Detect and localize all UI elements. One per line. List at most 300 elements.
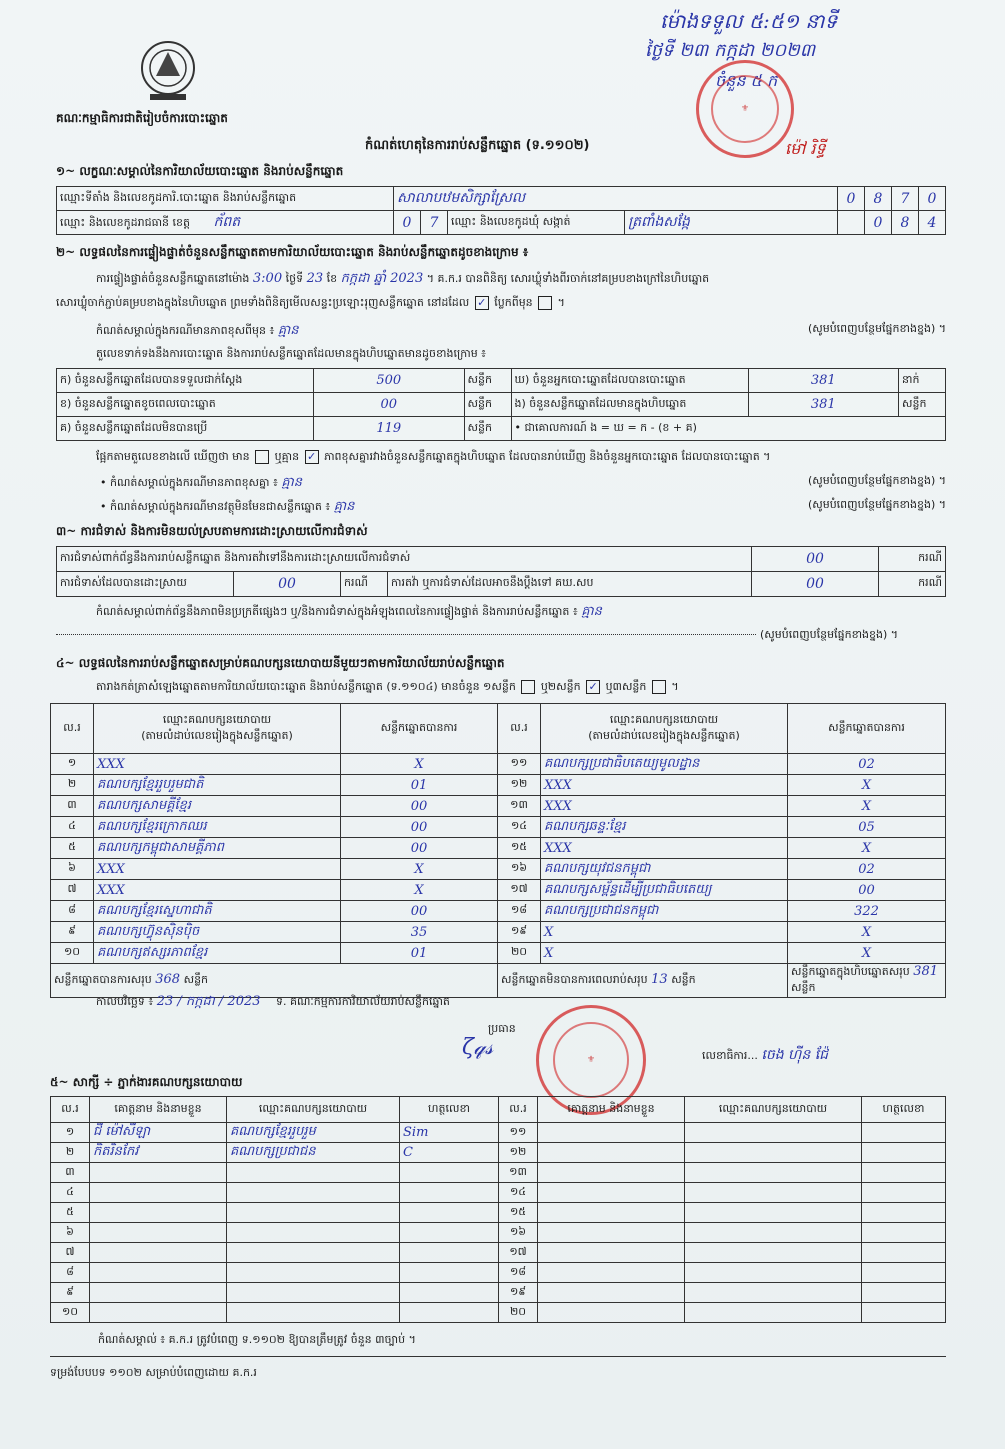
party-no: ១៨ bbox=[498, 901, 541, 922]
s1-commune-code-2: 8 bbox=[892, 211, 919, 235]
witness-no: ៩ bbox=[51, 1283, 90, 1303]
s2-b-value: 00 bbox=[314, 393, 465, 417]
witness-signature bbox=[862, 1183, 946, 1203]
party-votes: X bbox=[341, 859, 498, 880]
witness-row bbox=[51, 1183, 946, 1203]
witness-signature bbox=[862, 1243, 946, 1263]
s4-secretary-name: ចេង ហ៊ីន ជ៉ែ bbox=[761, 1047, 829, 1063]
s2-bullet2-value: គ្មាន bbox=[333, 499, 355, 514]
s4-secretary bbox=[702, 1045, 828, 1066]
witness-party bbox=[227, 1203, 400, 1223]
party-result-row bbox=[51, 754, 946, 775]
s3-row2-label-b: ការតវ៉ា ឬការជំទាស់ដែលអាចនឹងប្តឹងទៅ គឃ.សប bbox=[388, 572, 752, 597]
party-name: គណបក្សសាមគ្គីខ្មែរ bbox=[94, 796, 341, 817]
s4-col-party-left-title: ឈ្មោះគណបក្សនយោបាយ bbox=[162, 712, 272, 726]
s4-total-box-value: 381 bbox=[913, 964, 939, 979]
s4-results-table bbox=[50, 703, 946, 998]
party-votes: 00 bbox=[341, 796, 498, 817]
witness-no: ៥ bbox=[51, 1203, 90, 1223]
s2-d-unit: នាក់ bbox=[899, 369, 946, 393]
witness-no: ១៤ bbox=[499, 1183, 538, 1203]
chair-signature: ζ𝓆𝓈 bbox=[462, 1035, 494, 1060]
witness-party bbox=[227, 1283, 400, 1303]
s2-line1-c: ខែ bbox=[326, 272, 338, 285]
s2-line5-b: ឬគ្មាន bbox=[274, 450, 300, 463]
witness-signature bbox=[862, 1283, 946, 1303]
witness-signature bbox=[862, 1123, 946, 1143]
witness-party bbox=[685, 1163, 862, 1183]
witness-row bbox=[51, 1163, 946, 1183]
witness-party bbox=[227, 1223, 400, 1243]
s3-row1-value: 00 bbox=[752, 547, 879, 572]
s4-committee: ទ. គណៈកម្មការការិយាល័យរាប់សន្លឹកឆ្នោត bbox=[276, 995, 450, 1008]
s4-date-line bbox=[96, 993, 450, 1012]
s3-note-suffix: (សូមបំពេញបន្ថែមផ្នែកខាងខ្នង) ។ bbox=[760, 628, 899, 641]
s1-code-3: 7 bbox=[892, 187, 919, 211]
party-votes: 01 bbox=[341, 775, 498, 796]
s4-total-valid-label: សន្លឹកឆ្នោតបានការសរុប bbox=[54, 973, 152, 986]
witness-name bbox=[90, 1223, 227, 1243]
s2-bullet1-value: គ្មាន bbox=[281, 475, 302, 490]
changed-checkbox[interactable] bbox=[538, 296, 552, 310]
s1-commune-code-empty bbox=[838, 211, 865, 235]
two-sheet-checkbox[interactable]: ✓ bbox=[586, 680, 600, 694]
section4-title: ៤~ លទ្ធផលនៃការរាប់សន្លឹកឆ្នោតសម្រាប់គណបក្សនយោបាយនីមួយៗតាមការិយាល័យរាប់សន្លឹកឆ្នោត bbox=[56, 656, 505, 670]
s4-col-party-right-title: ឈ្មោះគណបក្សនយោបាយ bbox=[609, 712, 719, 726]
party-votes: 00 bbox=[788, 880, 946, 901]
one-sheet-checkbox[interactable] bbox=[521, 680, 535, 694]
witness-no: ២ bbox=[51, 1143, 90, 1163]
s2-d-value: 381 bbox=[748, 369, 899, 393]
party-no: ៦ bbox=[51, 859, 94, 880]
s2-a-label: ក) ចំនួនសន្លឹកឆ្នោតដែលបានទទួលជាក់ស្តែង bbox=[57, 369, 314, 393]
witness-row bbox=[51, 1143, 946, 1163]
s2-figures-row bbox=[57, 417, 946, 441]
witness-name bbox=[538, 1123, 685, 1143]
witness-row bbox=[51, 1283, 946, 1303]
party-votes: 00 bbox=[341, 901, 498, 922]
party-no: ១៦ bbox=[498, 859, 541, 880]
witness-row bbox=[51, 1223, 946, 1243]
s5-col-party-right: ឈ្មោះគណបក្សនយោបាយ bbox=[685, 1097, 862, 1123]
party-result-row bbox=[51, 880, 946, 901]
witness-signature bbox=[862, 1163, 946, 1183]
s2-line2-text: សោរឃ្លុំចាក់ភ្ជាប់គម្របខាងក្នុងនៃហិបឆ្នោត ព្រមទាំងពិនិត្យមើលសន្ទះប្រឡោះរុញសន្លឹកឆ្នោត នៅដដែល bbox=[56, 296, 470, 309]
witness-signature bbox=[400, 1303, 499, 1323]
s2-line3 bbox=[96, 322, 946, 341]
party-result-row bbox=[51, 775, 946, 796]
party-no: ១៣ bbox=[498, 796, 541, 817]
s1-row2-label bbox=[57, 211, 394, 235]
s2-line3-label: កំណត់សម្គាល់ក្នុងករណីមានភាពខុសពីមុន ៖ bbox=[96, 324, 275, 337]
witness-signature bbox=[400, 1263, 499, 1283]
party-name: គណបក្សខ្មែរស្នេហាជាតិ bbox=[94, 901, 341, 922]
s4-chair: ប្រធាន bbox=[488, 1022, 516, 1035]
party-result-row bbox=[51, 796, 946, 817]
s4-total-valid-value: 368 bbox=[155, 972, 181, 987]
party-name: XXX bbox=[94, 754, 341, 775]
s4-total-valid-unit: សន្លឹក bbox=[183, 973, 209, 986]
s3-table bbox=[56, 546, 946, 597]
s1-province-code-1: 0 bbox=[394, 211, 421, 235]
party-no: ១២ bbox=[498, 775, 541, 796]
party-no: ៣ bbox=[51, 796, 94, 817]
s2-line1-b: ថ្ងៃទី bbox=[285, 272, 304, 285]
witness-row bbox=[51, 1243, 946, 1263]
witness-party bbox=[227, 1303, 400, 1323]
s1-row2-value: ក័ពត bbox=[213, 214, 241, 230]
witness-no: ១៨ bbox=[499, 1263, 538, 1283]
s5-col-sign-right: ហត្ថលេខា bbox=[862, 1097, 946, 1123]
witness-no: ១០ bbox=[51, 1303, 90, 1323]
s3-note bbox=[96, 603, 946, 622]
s2-e-value: 381 bbox=[748, 393, 899, 417]
s4-total-invalid-value: 13 bbox=[651, 972, 668, 987]
s3-row2-label: ការជំទាស់ដែលបានដោះស្រាយ bbox=[57, 572, 234, 597]
party-result-row bbox=[51, 838, 946, 859]
party-name: គណបក្សឥស្សរភាពខ្មែរ bbox=[94, 943, 341, 964]
s2-time: 3:00 bbox=[252, 271, 283, 286]
witness-signature bbox=[400, 1243, 499, 1263]
party-votes: 35 bbox=[341, 922, 498, 943]
party-name: XXX bbox=[541, 796, 788, 817]
s4-col-party-right-sub: (តាមលំដាប់លេខរៀងក្នុងសន្លឹកឆ្នោត) bbox=[588, 728, 740, 742]
s1-commune-code-1: 0 bbox=[865, 211, 892, 235]
party-no: ១ bbox=[51, 754, 94, 775]
s2-b-unit: សន្លឹក bbox=[464, 393, 511, 417]
s3-row1-unit: ករណី bbox=[879, 547, 946, 572]
party-name: គណបក្សសម្ព័ន្ធដើម្បីប្រជាធិបតេយ្យ bbox=[541, 880, 788, 901]
witness-name bbox=[538, 1163, 685, 1183]
witness-name bbox=[90, 1183, 227, 1203]
s5-col-no-left: ល.រ bbox=[51, 1097, 90, 1123]
party-name: គណបក្សកម្ពុជាសាមគ្គីភាព bbox=[94, 838, 341, 859]
s2-figures-row bbox=[57, 393, 946, 417]
s2-day: 23 bbox=[306, 271, 324, 286]
witness-no: ១៩ bbox=[499, 1283, 538, 1303]
section1-title: ១~ លក្ខណៈសម្គាល់នៃការិយាល័យបោះឆ្នោត និងរាប់សន្លឹកឆ្នោត bbox=[56, 164, 344, 178]
s4-date-label: កាលបរិច្ឆេទ ៖ bbox=[96, 995, 154, 1008]
witness-party bbox=[227, 1243, 400, 1263]
emblem-icon bbox=[136, 38, 200, 104]
s3-note-line bbox=[56, 622, 756, 635]
party-votes: X bbox=[341, 880, 498, 901]
party-no: ៨ bbox=[51, 901, 94, 922]
s4-total-box-label: សន្លឹកឆ្នោតក្នុងហិបឆ្នោតសរុប bbox=[791, 965, 910, 978]
s4-subline-b: ឬ២សន្លឹក bbox=[540, 680, 581, 693]
s2-bullet2-label: • កំណត់សម្គាល់ក្នុងករណីមានវត្ថុមិនមែនជាសន្លឹកឆ្នោត ៖ bbox=[100, 500, 331, 513]
official-stamp-bottom: ⚜ bbox=[536, 1005, 646, 1115]
witness-no: ១១ bbox=[499, 1123, 538, 1143]
witness-name bbox=[538, 1223, 685, 1243]
party-no: ១១ bbox=[498, 754, 541, 775]
witness-party bbox=[685, 1263, 862, 1283]
s2-figures-table bbox=[56, 368, 946, 441]
witness-name: កិតរិនកែវ bbox=[90, 1143, 227, 1163]
witness-row bbox=[51, 1123, 946, 1143]
s2-a-unit: សន្លឹក bbox=[464, 369, 511, 393]
party-votes: X bbox=[341, 754, 498, 775]
s4-subline-c: ឬ៣សន្លឹក bbox=[605, 680, 647, 693]
witness-no: ១៧ bbox=[499, 1243, 538, 1263]
s1-row2-label-b: ឈ្មោះ និងលេខកូដឃុំ សង្កាត់ bbox=[448, 211, 625, 235]
s4-col-no-left: ល.រ bbox=[51, 704, 94, 754]
s2-d-label: ឃ) ចំនួនអ្នកបោះឆ្នោតដែលបានបោះឆ្នោត bbox=[511, 369, 748, 393]
s2-line3-value: គ្មាន bbox=[277, 323, 299, 338]
witness-no: ១៣ bbox=[499, 1163, 538, 1183]
s4-col-no-right: ល.រ bbox=[498, 704, 541, 754]
witness-name bbox=[90, 1203, 227, 1223]
witness-party bbox=[685, 1303, 862, 1323]
party-votes: 322 bbox=[788, 901, 946, 922]
witness-signature bbox=[400, 1223, 499, 1243]
s2-b-label: ខ) ចំនួនសន្លឹកឆ្នោតខូចពេលបោះឆ្នោត bbox=[57, 393, 314, 417]
party-no: ១៩ bbox=[498, 922, 541, 943]
s1-row1-value: សាលាបឋមសិក្សាស្រែល bbox=[394, 187, 838, 211]
witness-row bbox=[51, 1303, 946, 1323]
s4-col-party-left-sub: (តាមលំដាប់លេខរៀងក្នុងសន្លឹកឆ្នោត) bbox=[141, 728, 293, 742]
s1-code-2: 8 bbox=[865, 187, 892, 211]
witness-name bbox=[538, 1203, 685, 1223]
party-votes: 02 bbox=[788, 859, 946, 880]
s2-line1-a: ការផ្ទៀងផ្ទាត់ចំនួនសន្លឹកឆ្នោតនៅម៉ោង bbox=[96, 272, 250, 285]
s2-bullet1 bbox=[100, 474, 946, 493]
witness-name bbox=[90, 1303, 227, 1323]
witness-no: ៣ bbox=[51, 1163, 90, 1183]
unchanged-checkbox[interactable]: ✓ bbox=[475, 296, 489, 310]
s1-row2-value-b: ត្រពាំងសង្កែ bbox=[625, 211, 838, 235]
official-stamp-top: ⚜ bbox=[696, 60, 794, 158]
s2-bullet2-note: (សូមបំពេញបន្ថែមផ្នែកខាងខ្នង) ។ bbox=[807, 498, 946, 511]
party-no: ៩ bbox=[51, 922, 94, 943]
witness-no: ៤ bbox=[51, 1183, 90, 1203]
bottom-divider bbox=[50, 1356, 946, 1357]
witness-no: ២០ bbox=[499, 1303, 538, 1323]
s3-row1-label: ការជំទាស់ពាក់ព័ន្ធនឹងការរាប់សន្លឹកឆ្នោត និងការតវ៉ាទៅនឹងការដោះស្រាយលើការជំទាស់ bbox=[57, 547, 752, 572]
handwritten-receipt-3: ចំនួន ៥ ក bbox=[715, 71, 778, 90]
has-difference-checkbox[interactable] bbox=[255, 450, 269, 464]
s4-total-invalid-label: សន្លឹកឆ្នោតមិនបានការពេលរាប់សរុប bbox=[501, 973, 648, 986]
party-name: XXX bbox=[541, 775, 788, 796]
witness-row bbox=[51, 1203, 946, 1223]
witness-name bbox=[538, 1183, 685, 1203]
s3-note-value: គ្មាន bbox=[581, 604, 602, 619]
witness-party bbox=[685, 1243, 862, 1263]
witness-party: គណបក្សខ្មែររួបរួម bbox=[227, 1123, 400, 1143]
witness-no: ១ bbox=[51, 1123, 90, 1143]
s2-c-unit: សន្លឹក bbox=[464, 417, 511, 441]
s2-line2-opt1: ប្លែកពីមុន bbox=[494, 296, 533, 309]
form-title: កំណត់ហេតុនៃការរាប់សន្លឹកឆ្នោត (ទ.១១០២) bbox=[365, 138, 590, 153]
witness-no: ១២ bbox=[499, 1143, 538, 1163]
s4-col-party-left bbox=[94, 704, 341, 754]
witness-signature bbox=[400, 1283, 499, 1303]
party-no: ២០ bbox=[498, 943, 541, 964]
s5-table bbox=[50, 1096, 946, 1323]
witness-party bbox=[227, 1263, 400, 1283]
party-votes: X bbox=[788, 922, 946, 943]
party-votes: 05 bbox=[788, 817, 946, 838]
party-result-row bbox=[51, 817, 946, 838]
party-result-row bbox=[51, 922, 946, 943]
s5-col-name-left: គោត្តនាម និងនាមខ្លួន bbox=[90, 1097, 227, 1123]
s2-line3-note: (សូមបំពេញបន្ថែមផ្នែកខាងខ្នង) ។ bbox=[807, 322, 946, 335]
s2-formula: • ជាគោលការណ៍ ង = ឃ = ក - (ខ + គ) bbox=[511, 417, 946, 441]
s3-row2-unit: ករណី bbox=[341, 572, 388, 597]
s1-code-4: 0 bbox=[919, 187, 946, 211]
s2-c-label: គ) ចំនួនសន្លឹកឆ្នោតដែលមិនបានប្រើ bbox=[57, 417, 314, 441]
s2-line5-a: ផ្អែកតាមតួលេខខាងលើ ឃើញថា មាន bbox=[96, 450, 250, 463]
s2-line1 bbox=[96, 270, 956, 289]
witness-party bbox=[685, 1123, 862, 1143]
witness-signature: C bbox=[400, 1143, 499, 1163]
s3-row2-unit-b: ករណី bbox=[879, 572, 946, 597]
s1-code-1: 0 bbox=[838, 187, 865, 211]
s2-figures-row bbox=[57, 369, 946, 393]
witness-signature bbox=[862, 1223, 946, 1243]
party-name: គណបក្សប្រជាជនកម្ពុជា bbox=[541, 901, 788, 922]
witness-party bbox=[685, 1203, 862, 1223]
witness-name bbox=[538, 1303, 685, 1323]
s4-total-box bbox=[788, 964, 946, 998]
no-difference-checkbox[interactable]: ✓ bbox=[305, 450, 319, 464]
witness-signature bbox=[400, 1183, 499, 1203]
witness-party bbox=[685, 1283, 862, 1303]
handwritten-receipt-4: ម៉ៅ រិទ្ធី bbox=[785, 139, 826, 158]
s5-col-name-right: គោត្តនាម និងនាមខ្លួន bbox=[538, 1097, 685, 1123]
party-votes: 02 bbox=[788, 754, 946, 775]
witness-signature: Sim bbox=[400, 1123, 499, 1143]
party-name: គណបក្សខ្មែររួបរួមជាតិ bbox=[94, 775, 341, 796]
section1-table bbox=[56, 186, 946, 235]
party-votes: 00 bbox=[341, 817, 498, 838]
party-name: X bbox=[541, 922, 788, 943]
party-name: គណបក្សឆន្ទៈខ្មែរ bbox=[541, 817, 788, 838]
s5-rows bbox=[51, 1123, 946, 1323]
section2-title: ២~ លទ្ធផលនៃការផ្ទៀងផ្ទាត់ចំនួនសន្លឹកឆ្នោតតាមការិយាល័យបោះឆ្នោត និងរាប់សន្លឹកឆ្នោតដូចខាងក្រោម ៖ bbox=[56, 245, 529, 259]
witness-no: ៧ bbox=[51, 1243, 90, 1263]
witness-signature bbox=[862, 1143, 946, 1163]
s4-total-invalid bbox=[498, 964, 788, 998]
s2-line4: តួលេខទាក់ទងនឹងការបោះឆ្នោត និងការរាប់សន្លឹកឆ្នោតដែលមានក្នុងហិបឆ្នោតមានដូចខាងក្រោម ៖ bbox=[96, 347, 487, 360]
party-no: ១៥ bbox=[498, 838, 541, 859]
s4-subline: តារាងកត់ត្រាសំឡេងឆ្នោតតាមការិយាល័យបោះឆ្នោត និងរាប់សន្លឹកឆ្នោត (ទ.១១០៤) មានចំនួន ១សន្លឹក ឬ២សន្លឹក ✓ ឬ៣សន្លឹក ។ bbox=[96, 680, 679, 693]
s2-e-label: ង) ចំនួនសន្លឹកឆ្នោតដែលមានក្នុងហិបឆ្នោត bbox=[511, 393, 748, 417]
party-votes: X bbox=[788, 838, 946, 859]
witness-signature bbox=[862, 1303, 946, 1323]
s2-a-value: 500 bbox=[314, 369, 465, 393]
party-name: គណបក្សហ៊្វុនស៊ិនប៉ិច bbox=[94, 922, 341, 943]
witness-party bbox=[685, 1223, 862, 1243]
party-name: XXX bbox=[94, 859, 341, 880]
section3-title: ៣~ ការជំទាស់ និងការមិនយល់ស្របតាមការដោះស្រាយលើការជំទាស់ bbox=[56, 524, 368, 538]
witness-name bbox=[538, 1243, 685, 1263]
s4-subline-a: តារាងកត់ត្រាសំឡេងឆ្នោតតាមការិយាល័យបោះឆ្នោត និងរាប់សន្លឹកឆ្នោត (ទ.១១០៤) មានចំនួន ១សន្លឹក bbox=[96, 680, 516, 693]
witness-no: ១៥ bbox=[499, 1203, 538, 1223]
witness-row bbox=[51, 1263, 946, 1283]
s5-col-sign-left: ហត្ថលេខា bbox=[400, 1097, 499, 1123]
handwritten-receipt-2: ថ្ងៃទី ២៣ កក្កដា ២០២៣ bbox=[645, 40, 816, 61]
party-no: ១៤ bbox=[498, 817, 541, 838]
party-votes: 00 bbox=[341, 838, 498, 859]
s4-col-votes-right: សន្លឹកឆ្នោតបានការ bbox=[788, 704, 946, 754]
witness-name bbox=[538, 1283, 685, 1303]
party-votes: X bbox=[788, 775, 946, 796]
party-no: ១៧ bbox=[498, 880, 541, 901]
s3-note-label: កំណត់សម្គាល់ពាក់ព័ន្ធនឹងភាពមិនប្រក្រតីផ្សេងៗ ឬ/និងការជំទាស់ក្នុងអំឡុងពេលនៃការផ្ទៀងផ្ទាត់ និងការរាប់សន្លឹកឆ្នោត ៖ bbox=[96, 605, 578, 618]
s2-line1-d: ។ គ.ក.រ បានពិនិត្យ សោរឃ្លុំទាំងពីរចាក់នៅគម្របខាងក្រៅនៃហិបឆ្នោត bbox=[426, 272, 710, 285]
party-result-row bbox=[51, 859, 946, 880]
witness-name bbox=[90, 1263, 227, 1283]
witness-signature bbox=[400, 1203, 499, 1223]
s2-month: កក្កដា ឆ្នាំ 2023 bbox=[340, 271, 424, 286]
witness-party bbox=[227, 1183, 400, 1203]
party-name: XXX bbox=[541, 838, 788, 859]
s4-rows bbox=[51, 754, 946, 964]
witness-signature bbox=[400, 1163, 499, 1183]
party-votes: X bbox=[788, 943, 946, 964]
witness-party bbox=[685, 1143, 862, 1163]
witness-party bbox=[227, 1163, 400, 1183]
s4-col-party-right bbox=[541, 704, 788, 754]
party-name: គណបក្សខ្មែរក្រោកឈរ bbox=[94, 817, 341, 838]
party-votes: X bbox=[788, 796, 946, 817]
s2-line5-c: ភាពខុសគ្នារវាងចំនួនសន្លឹកឆ្នោតក្នុងហិបឆ្នោត ដែលបានរាប់ឃើញ និងចំនួនអ្នកបោះឆ្នោត ដែលបានបោះឆ្នោត ។ bbox=[324, 450, 771, 463]
s2-bullet2 bbox=[100, 498, 946, 517]
party-no: ៤ bbox=[51, 817, 94, 838]
s4-date-value: 23 / កក្កដា / 2023 bbox=[156, 994, 261, 1009]
witness-signature bbox=[862, 1263, 946, 1283]
s2-bullet1-note: (សូមបំពេញបន្ថែមផ្នែកខាងខ្នង) ។ bbox=[807, 474, 946, 487]
s3-row2-value-b: 00 bbox=[752, 572, 879, 597]
s2-e-unit: សន្លឹក bbox=[899, 393, 946, 417]
s5-col-party-left: ឈ្មោះគណបក្សនយោបាយ bbox=[227, 1097, 400, 1123]
witness-name bbox=[90, 1283, 227, 1303]
s3-row2-value: 00 bbox=[234, 572, 341, 597]
party-no: ២ bbox=[51, 775, 94, 796]
party-name: X bbox=[541, 943, 788, 964]
s4-secretary-label: លេខាធិការ... bbox=[702, 1049, 758, 1062]
s4-col-votes-left: សន្លឹកឆ្នោតបានការ bbox=[341, 704, 498, 754]
s2-line2: សោរឃ្លុំចាក់ភ្ជាប់គម្របខាងក្នុងនៃហិបឆ្នោត ព្រមទាំងពិនិត្យមើលសន្ទះប្រឡោះរុញសន្លឹកឆ្នោត នៅដដែល ✓ ប្លែកពីមុន ។ bbox=[56, 296, 565, 309]
party-votes: 01 bbox=[341, 943, 498, 964]
witness-party bbox=[685, 1183, 862, 1203]
witness-no: ១៦ bbox=[499, 1223, 538, 1243]
s2-line5 bbox=[96, 450, 770, 466]
witness-no: ៦ bbox=[51, 1223, 90, 1243]
party-result-row bbox=[51, 943, 946, 964]
s2-bullet1-label: • កំណត់សម្គាល់ក្នុងករណីមានភាពខុសគ្នា ៖ bbox=[100, 476, 278, 489]
party-no: ៥ bbox=[51, 838, 94, 859]
party-no: ១០ bbox=[51, 943, 94, 964]
party-name: XXX bbox=[94, 880, 341, 901]
s1-commune-code-3: 4 bbox=[919, 211, 946, 235]
handwritten-receipt-1: ម៉ោងទទួល ៥:៥១ នាទី bbox=[660, 9, 838, 33]
witness-name bbox=[90, 1243, 227, 1263]
party-result-row bbox=[51, 901, 946, 922]
witness-party: គណបក្សប្រជាជន bbox=[227, 1143, 400, 1163]
s5-footnote: កំណត់សម្គាល់ ៖ គ.ក.រ ត្រូវបំពេញ ទ.១១០២ ឱ្យបានត្រឹមត្រូវ ចំនួន ៣ច្បាប់ ។ bbox=[98, 1333, 416, 1346]
witness-name bbox=[538, 1263, 685, 1283]
three-sheet-checkbox[interactable] bbox=[652, 680, 666, 694]
s2-c-value: 119 bbox=[314, 417, 465, 441]
section5-title: ៥~ សាក្សី ÷ ភ្នាក់ងារគណបក្សនយោបាយ bbox=[50, 1075, 243, 1089]
witness-name: ជី ម៉ៅសីឡា bbox=[90, 1123, 227, 1143]
s1-row1-label: ឈ្មោះទីតាំង និងលេខកូដការិ.បោះឆ្នោត និងរាប់សន្លឹកឆ្នោត bbox=[57, 187, 394, 211]
org-name: គណៈកម្មាធិការជាតិរៀបចំការបោះឆ្នោត bbox=[56, 111, 228, 125]
witness-name bbox=[90, 1163, 227, 1183]
witness-signature bbox=[862, 1203, 946, 1223]
